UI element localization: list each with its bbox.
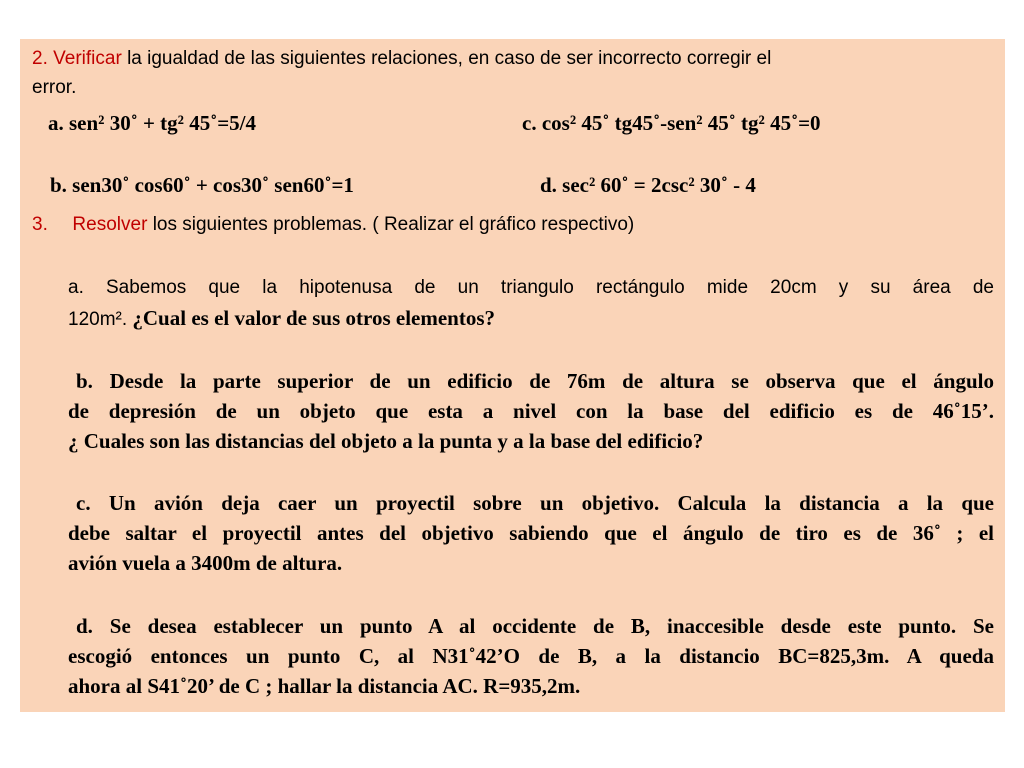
problem-a-question: ¿Cual es el valor de sus otros elementos? — [127, 306, 496, 330]
problem-d-line-1: d. Se desea establecer un punto A al occidente de B, inaccesible desde este punto. Se — [76, 614, 994, 638]
problem-a-area: 120m². — [68, 309, 128, 330]
problem-a-line-1: a. Sabemos que la hipotenusa de un triangulo rectángulo mide 20cm y su área de — [68, 277, 994, 298]
problem-b — [68, 366, 994, 456]
section-2-instruction-cont: error. — [32, 77, 77, 98]
problem-a — [68, 273, 994, 336]
section-3-heading — [32, 210, 634, 239]
problem-d — [68, 611, 994, 701]
section-2-number: 2. — [32, 48, 48, 69]
section-3-keyword: Resolver — [72, 214, 148, 235]
problem-d-line-2: escogió entonces un punto C, al N31˚42’O de B, a la distancio BC=825,3m. A queda — [68, 644, 994, 668]
problem-c — [68, 488, 994, 578]
item-b: b. sen30˚ cos60˚ + cos30˚ sen60˚=1 — [50, 173, 354, 197]
section-3-number: 3. — [32, 214, 48, 235]
section-2-heading — [32, 44, 771, 73]
problem-c-line-3: avión vuela a 3400m de altura. — [68, 551, 343, 575]
problem-c-line-1: c. Un avión deja caer un proyectil sobre un objetivo. Calcula la distancia a la que — [76, 491, 994, 515]
section-2-instruction: la igualdad de las siguientes relaciones, en caso de ser incorrecto corregir el — [127, 48, 772, 69]
item-c: c. cos² 45˚ tg45˚-sen² 45˚ tg² 45˚=0 — [522, 111, 821, 135]
problem-d-line-3: ahora al S41˚20’ de C ; hallar la distancia AC. R=935,2m. — [68, 674, 581, 698]
section-2-keyword: Verificar — [53, 48, 122, 69]
item-d: d. sec² 60˚ = 2csc² 30˚ - 4 — [540, 173, 756, 197]
problem-a-line-2 — [68, 303, 994, 336]
item-a: a. sen² 30˚ + tg² 45˚=5/4 — [48, 111, 257, 135]
problem-c-line-2: debe saltar el proyectil antes del objetivo sabiendo que el ángulo de tiro es de 36˚ ; el — [68, 521, 994, 545]
problem-b-line-1: b. Desde la parte superior de un edificio de 76m de altura se observa que el ángulo — [76, 369, 994, 393]
section-3-instruction: los siguientes problemas. ( Realizar el gráfico respectivo) — [152, 214, 635, 235]
problem-b-line-3: ¿ Cuales son las distancias del objeto a la punta y a la base del edificio? — [68, 429, 704, 453]
problem-b-line-2: de depresión de un objeto que esta a nivel con la base del edificio es de 46˚15’. — [68, 399, 994, 423]
